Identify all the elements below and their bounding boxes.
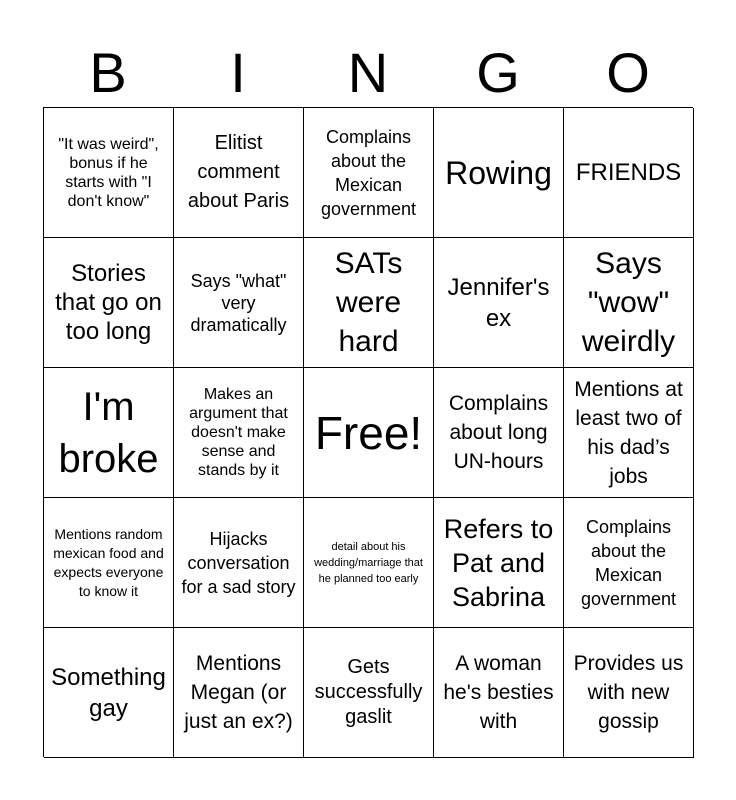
cell-text: Provides us with new gossip [573,652,684,733]
bingo-cell[interactable] [44,108,174,238]
cell-text: Rowing [445,154,552,191]
cell-text: Elitist comment about Paris [187,132,290,212]
cell-text: FRIENDS [575,159,682,186]
bingo-cell[interactable] [564,498,694,628]
bingo-grid [43,107,693,757]
bingo-cell[interactable] [434,368,564,498]
cell-text: Complains about long UN-hours [448,392,549,473]
cell-text: Something gay [51,663,166,722]
bingo-cell[interactable] [304,238,434,368]
bingo-cell[interactable] [564,108,694,238]
cell-text: Mentions Megan (or just an ex?) [184,652,293,733]
bingo-cell[interactable] [44,368,174,498]
cell-text: Says "what" very dramatically [190,270,287,335]
bingo-cell[interactable] [44,498,174,628]
bingo-cell[interactable] [434,498,564,628]
cell-text: Complains about the Mexican government [580,516,677,609]
bingo-cell[interactable] [564,628,694,758]
cell-text: SATs were hard [334,247,403,358]
cell-text: Jennifer's ex [447,273,550,332]
bingo-cell[interactable] [564,238,694,368]
cell-text: Gets successfully gaslit [314,656,423,728]
cell-text: Mentions at least two of his dad’s jobs [574,377,683,488]
bingo-cell[interactable] [304,108,434,238]
cell-text: I'm broke [58,384,159,481]
cell-text: detail about his wedding/marriage that he planned too early [314,540,423,585]
bingo-cell[interactable] [434,238,564,368]
cell-text: Says "wow" weirdly [581,247,676,358]
cell-text: Refers to Pat and Sabrina [443,513,554,612]
cell-text: "It was weird", bonus if he starts with "I don't know" [58,135,159,210]
bingo-cell[interactable] [434,628,564,758]
bingo-cell[interactable] [44,238,174,368]
cell-text: Mentions random mexican food and expects everyone to know it [53,525,164,599]
bingo-cell free-space[interactable] [304,368,434,498]
bingo-cell[interactable] [304,498,434,628]
bingo-cell[interactable] [564,368,694,498]
header-letter-g: G [476,41,520,104]
bingo-cell[interactable] [174,238,304,368]
cell-text: A woman he's besties with [443,652,554,733]
header-letter-b: B [89,41,127,104]
bingo-cell[interactable] [434,108,564,238]
bingo-cell[interactable] [174,498,304,628]
bingo-cell[interactable] [174,368,304,498]
free-space-text: Free! [314,406,423,459]
header-letter-o: O [606,41,650,104]
cell-text: Complains about the Mexican government [320,126,417,219]
bingo-header [43,38,693,108]
cell-text: Stories that go on too long [55,260,162,345]
header-letter-n: N [347,41,389,104]
cell-text: Makes an argument that doesn't make sense and stands by it [189,386,288,479]
cell-text: Hijacks conversation for a sad story [181,528,296,597]
bingo-cell[interactable] [174,108,304,238]
bingo-cell[interactable] [304,628,434,758]
bingo-cell[interactable] [174,628,304,758]
bingo-cell[interactable] [44,628,174,758]
header-letter-i: I [230,41,246,104]
